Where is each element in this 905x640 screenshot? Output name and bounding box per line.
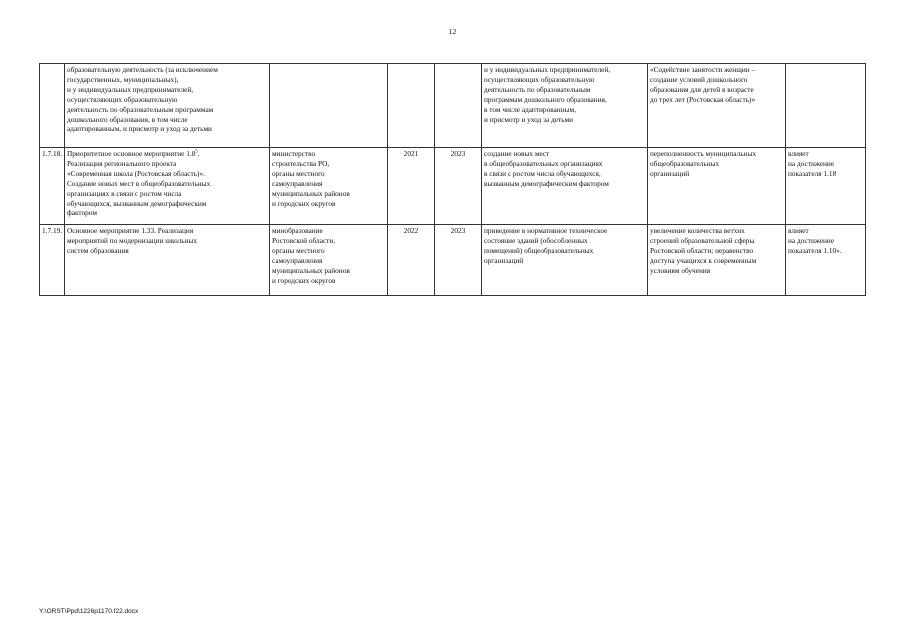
measure-name-cell [65, 225, 270, 296]
row-number-cell [40, 64, 65, 148]
cell-text-line: в связи с ростом числа обучающихся, [484, 168, 601, 178]
expected-result-cell [482, 225, 648, 296]
executor-cell [270, 64, 388, 148]
executor-cell [270, 225, 388, 296]
consequences-cell [648, 225, 786, 296]
cell-text-line: и у индивидуальных предпринимателей, [484, 65, 611, 74]
cell-text-line: показателя 1.10». [788, 245, 842, 255]
cell-text-line: государственных, муниципальных), [67, 74, 179, 84]
start-year-cell [388, 225, 435, 296]
cell-text-line: министерство [272, 149, 316, 158]
start-year-cell [388, 148, 435, 225]
cell-text-line: Создание новых мест в общеобразовательных [67, 178, 211, 188]
cell-text-line: создание новых мест [484, 149, 550, 158]
cell-text-line: общеобразовательных [650, 158, 720, 168]
cell-text-line: создание условий дошкольного [650, 74, 748, 84]
cell-text-line: систем образования [67, 245, 129, 255]
cell-text-line: Основное мероприятие 1.33. Реализация [67, 226, 194, 235]
indicator-link-cell [786, 225, 866, 296]
cell-text-line: и городских округов [272, 275, 336, 285]
cell-text-line: деятельность по образовательным программам [67, 104, 214, 114]
cell-text-line: программам дошкольного образования, [484, 94, 607, 104]
cell-text-line: минобразование [272, 226, 323, 235]
cell-text-line: показателя 1.18 [788, 168, 837, 178]
indicator-link-cell [786, 148, 866, 225]
cell-text-line: муниципальных районов [272, 188, 350, 198]
cell-text-line: органы местного [272, 168, 325, 178]
cell-text-line: влияет [788, 149, 809, 158]
cell-text: 2023 [450, 149, 466, 158]
cell-text: 2022 [403, 226, 419, 235]
table-row [40, 64, 866, 148]
cell-text-line: и присмотр и уход за детьми [484, 114, 574, 124]
cell-text-line: на достижение [788, 158, 835, 168]
cell-text-line: строений образовательной сферы [650, 235, 755, 245]
cell-text-line: деятельность по образовательным [484, 84, 591, 94]
table-row [40, 225, 866, 296]
cell-text-line: осуществляющих образовательную [67, 94, 178, 104]
start-year-cell [388, 64, 435, 148]
cell-text-line: «Современная школа (Ростовская область)». [67, 168, 205, 178]
cell-text-line: приведение в нормативное техническое [484, 226, 608, 235]
cell-text-line: Реализация регионального проекта [67, 158, 177, 168]
cell-text-line: Приоритетное основное мероприятие $1.8^5$. [67, 149, 200, 158]
cell-text-line: образования для детей в возрасте [650, 84, 754, 94]
cell-text-line: влияет [788, 226, 809, 235]
measure-name-cell [65, 148, 270, 225]
footer-file-path: Y:\ORST\Ppd\1226p1170.f22.docx [39, 608, 139, 615]
cell-text-line: условиям обучения [650, 265, 711, 275]
cell-text: 2021 [403, 149, 419, 158]
cell-text-line: адаптированным, и присмотр и уход за детьми [67, 124, 212, 134]
cell-text-line: на достижение [788, 235, 835, 245]
indicator-link-cell [786, 64, 866, 148]
cell-text-line: образовательную деятельность (за исключением [67, 65, 218, 74]
row-number-cell [40, 225, 65, 296]
cell-text-line: обучающихся, вызванным демографическим [67, 198, 207, 208]
cell-text-line: до трех лет (Ростовская область)» [650, 94, 756, 104]
cell-text-line: «Содействие занятости женщин – [650, 65, 756, 74]
cell-text-line: организаций [650, 168, 690, 178]
cell-text-line: самоуправления [272, 255, 323, 265]
row-number-cell [40, 148, 65, 225]
cell-text: 1.7.19. [42, 226, 63, 235]
table-row [40, 148, 866, 225]
cell-text-line: в том числе адаптированным, [484, 104, 576, 114]
consequences-cell [648, 64, 786, 148]
cell-text-line: строительства РО, [272, 158, 330, 168]
page-number: 12 [448, 27, 457, 36]
expected-result-cell [482, 148, 648, 225]
measure-name-cell [65, 64, 270, 148]
cell-text-line: вызванным демографическим фактором [484, 178, 609, 188]
cell-text-line: дошкольного образования, в том числе [67, 114, 188, 124]
cell-text-line: осуществляющих образовательную [484, 74, 595, 84]
end-year-cell [435, 64, 482, 148]
cell-text-line: состояние зданий (обособленных [484, 235, 588, 245]
cell-text-line: муниципальных районов [272, 265, 350, 275]
cell-text-line: и городских округов [272, 198, 336, 208]
cell-text-line: мероприятий по модернизации школьных [67, 235, 198, 245]
cell-text-line: увеличение количества ветхих [650, 226, 745, 235]
footnote-marker: 5 [195, 149, 198, 155]
cell-text-line: и у индивидуальных предпринимателей, [67, 84, 194, 94]
cell-text-line: доступа учащихся к современным [650, 255, 757, 265]
cell-text-line: самоуправления [272, 178, 323, 188]
cell-text-line: помещений) общеобразовательных [484, 245, 594, 255]
cell-text-line: Ростовской области; неравенство [650, 245, 754, 255]
end-year-cell [435, 225, 482, 296]
executor-cell [270, 148, 388, 225]
cell-text-line: организаций [484, 255, 524, 265]
measures-table [39, 63, 866, 296]
cell-text-line: переполненность муниципальных [650, 149, 757, 158]
cell-text-line: Ростовской области, [272, 235, 336, 245]
end-year-cell [435, 148, 482, 225]
cell-text-line: фактором [67, 208, 97, 218]
expected-result-cell [482, 64, 648, 148]
cell-text: 1.7.18. [42, 149, 63, 158]
cell-text-line: организациях в связи с ростом числа [67, 188, 182, 198]
cell-text: 2023 [450, 226, 466, 235]
consequences-cell [648, 148, 786, 225]
cell-text-line: органы местного [272, 245, 325, 255]
cell-text-line: в общеобразовательных организациях [484, 158, 603, 168]
